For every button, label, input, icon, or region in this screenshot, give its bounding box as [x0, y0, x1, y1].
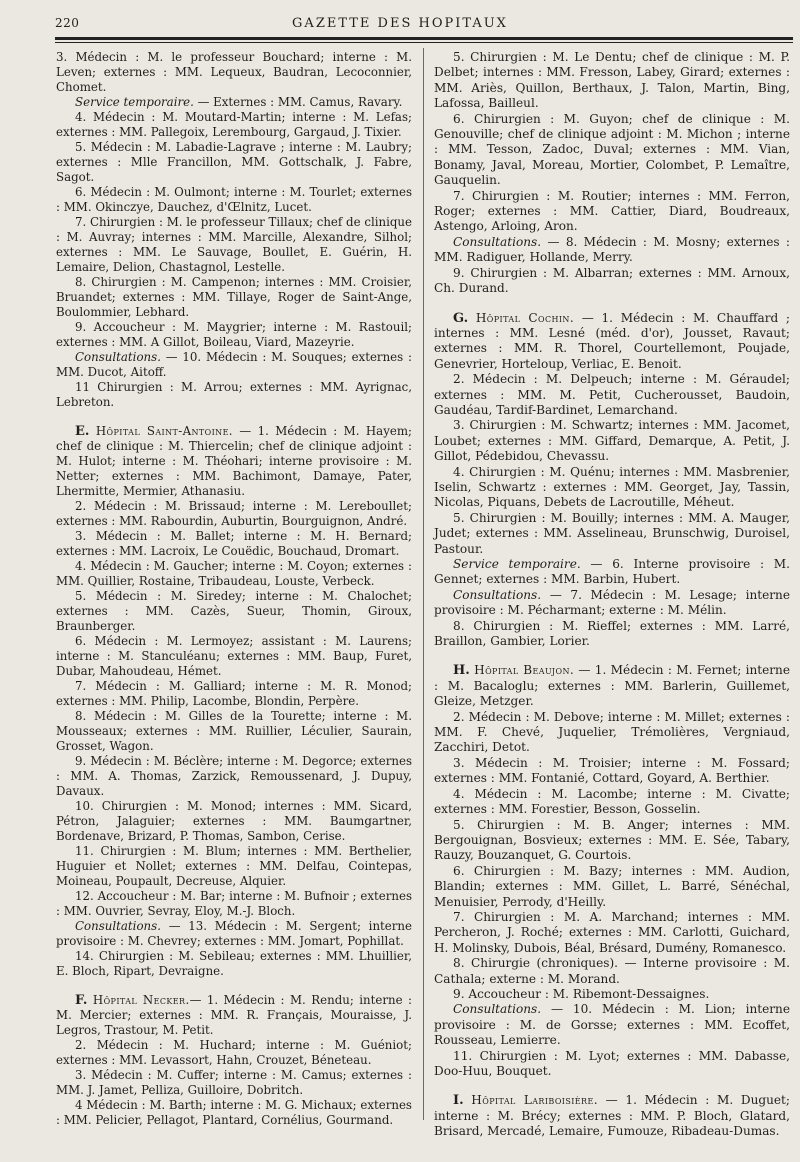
- entry-text: — 1. Médecin : M. Duguet; interne : M. Brécy; externes : MM. P. Bloch, Glatard, Brisard, Mercadé, Lemaire, Fumouze, Ribadeau-Dumas.: [434, 1093, 790, 1139]
- entry-text: — 8. Médecin : M. Mosny; externes : MM. Radiguer, Hollande, Merry.: [434, 234, 790, 265]
- hospital-name: Hôpital Beaujon.: [474, 663, 575, 678]
- section-letter: E.: [75, 424, 90, 439]
- staff-entry: [434, 511, 790, 557]
- staff-entry: [434, 557, 790, 588]
- entry-text: 8. Chirurgie (chroniques). — Interne provisoire : M. Cathala; externe : M. Morand.: [434, 956, 790, 986]
- staff-entry: [434, 619, 790, 650]
- staff-entry: [56, 95, 412, 110]
- staff-entry: [434, 910, 790, 956]
- staff-entry: [434, 112, 790, 189]
- staff-entry: [56, 215, 412, 275]
- section-letter: I.: [453, 1093, 464, 1109]
- entry-text: 4. Médecin : M. Lacombe; interne : M. Civatte; externes : MM. Forestier, Besson, Gosselin.: [434, 786, 790, 817]
- entry-label: Service temporaire.: [453, 557, 581, 571]
- entry-text: — 13. Médecin : M. Sergent; interne provisoire : M. Chevrey; externes : MM. Jomart, Pophillat.: [56, 919, 412, 948]
- staff-entry: [434, 235, 790, 266]
- entry-text: 14. Chirurgien : M. Sebileau; externes : MM. Lhuillier, E. Bloch, Ripart, Devraigne.: [56, 949, 412, 978]
- entry-text: 3. Médecin : M. Ballet; interne : M. H. Bernard; externes : MM. Lacroix, Le Couëdic, Bouchaud, Dromart.: [56, 529, 412, 558]
- staff-entry: [56, 679, 412, 709]
- staff-entry: [56, 589, 412, 634]
- column-divider: [423, 48, 424, 1120]
- section-letter: H.: [453, 663, 470, 679]
- entry-label: Consultations.: [453, 1002, 542, 1017]
- entry-text: 7. Chirurgien : M. Routier; internes : MM. Ferron, Roger; externes : MM. Cattier, Diard, Boudreaux, Astengo, Arloing, Aron.: [434, 188, 790, 234]
- staff-entry: [56, 709, 412, 754]
- entry-text: 4 Médecin : M. Barth; interne : M. G. Michaux; externes : MM. Pelicier, Pellagot, Plantard, Cornélius, Gourmand.: [56, 1098, 412, 1127]
- entry-text: 6. Chirurgien : M. Guyon; chef de clinique : M. Genouville; chef de clinique adjoint : M. Michon ; interne : MM. Tesson, Zadoc, Duval; externes : MM. Vian, Bonamy, Javal, Moreau, Mortier, Colombet, P. Lemaître, Gauquelin.: [434, 111, 790, 188]
- entry-text: 5. Chirurgien : M. Bouilly; internes : MM. A. Mauger, Judet; externes : MM. Asselineau, Brunschwig, Duroisel, Pastour.: [434, 510, 790, 556]
- entry-text: 9. Accoucheur : M. Ribemont-Dessaignes.: [453, 986, 710, 1001]
- entry-text: 5. Médecin : M. Siredey; interne : M. Chalochet; externes : MM. Cazès, Sueur, Thomin, Giroux, Braunberger.: [56, 589, 412, 633]
- staff-entry: [434, 756, 790, 787]
- entry-text: 3. Médecin : M. Cuffer; interne : M. Camus; externes : MM. J. Jamet, Pelliza, Guilloire, Dobritch.: [56, 1068, 412, 1097]
- staff-entry: [434, 266, 790, 297]
- entry-text: 2. Médecin : M. Brissaud; interne : M. Lereboullet; externes : MM. Rabourdin, Auburtin, Bourguignon, André.: [56, 499, 412, 528]
- entry-text: 9. Chirurgien : M. Albarran; externes : MM. Arnoux, Ch. Durand.: [434, 265, 790, 296]
- staff-entry: [434, 787, 790, 818]
- entry-text: 7. Médecin : M. Galliard; interne : M. R. Monod; externes : MM. Philip, Lacombe, Blondin, Perpère.: [56, 679, 412, 708]
- journal-title: GAZETTE DES HOPITAUX: [292, 16, 508, 31]
- staff-entry: [56, 320, 412, 350]
- staff-entry: [56, 844, 412, 889]
- entry-text: — 1. Médecin : M. Fernet; interne : M. Bacaloglu; externes : MM. Barlerin, Guillemet, Gleize, Metzger.: [434, 663, 790, 709]
- entry-text: 4. Chirurgien : M. Quénu; internes : MM. Masbrenier, Iselin, Schwartz : externes : MM. Georget, Jay, Tassin, Nicolas, Piquans, Debets de Lacroutille, Méheut.: [434, 464, 790, 510]
- right-column: [434, 50, 790, 1140]
- section-letter: G.: [453, 310, 469, 326]
- entry-text: 6. Médecin : M. Lermoyez; assistant : M. Laurens; interne : M. Stanculéanu; externes : MM. Baup, Furet, Dubar, Mahoudeau, Hémet.: [56, 634, 412, 678]
- staff-entry: [434, 50, 790, 112]
- entry-label: Service temporaire.: [75, 95, 194, 109]
- entry-text: 11 Chirurgien : M. Arrou; externes : MM. Ayrignac, Lebreton.: [56, 380, 412, 409]
- hospital-name: Hôpital Cochin.: [475, 310, 575, 325]
- entry-text: 7. Chirurgien : M. A. Marchand; internes : MM. Percheron, J. Roché; externes : MM. Carlotti, Guichard, H. Molinsky, Dubois, Béal, Brésard, Dumény, Romanesco.: [434, 909, 790, 955]
- staff-entry: [56, 889, 412, 919]
- staff-entry: [56, 185, 412, 215]
- staff-entry: [434, 372, 790, 418]
- entry-text: — 1. Médecin : M. Rendu; interne : M. Mercier; externes : MM. R. Français, Mouraisse, J. Legros, Trastour, M. Petit.: [56, 993, 413, 1037]
- staff-entry: [56, 275, 412, 320]
- hospital-section-heading: [434, 1093, 790, 1139]
- entry-text: 8. Médecin : M. Gilles de la Tourette; interne : M. Mousseaux; externes : MM. Ruillier, Léculier, Saurain, Grosset, Wagon.: [56, 709, 412, 753]
- staff-entry: [434, 864, 790, 910]
- entry-text: 2. Médecin : M. Huchard; interne : M. Guéniot; externes : MM. Levassort, Hahn, Crouzet, Béneteau.: [56, 1038, 412, 1067]
- staff-entry: [56, 634, 412, 679]
- entry-text: 3. Médecin : M. Troisier; interne : M. Fossard; externes : MM. Fontanié, Cottard, Goyard, A. Berthier.: [434, 755, 790, 786]
- staff-entry: [434, 818, 790, 864]
- entry-text: 6. Chirurgien : M. Bazy; internes : MM. Audion, Blandin; externes : MM. Gillet, L. Barré, Sénéchal, Menuisier, Perrody, d'Heilly.: [434, 863, 790, 909]
- hospital-name: Hôpital Necker.: [92, 993, 190, 1007]
- entry-text: — 7. Médecin : M. Lesage; interne provisoire : M. Pécharmant; externe : M. Mélin.: [434, 587, 790, 618]
- entry-text: — 10. Médecin : M. Lion; interne provisoire : M. de Gorsse; externes : MM. Ecoffet, Rousseau, Lemierre.: [434, 1002, 790, 1048]
- entry-text: — 6. Interne provisoire : M. Gennet; externes : MM. Barbin, Hubert.: [434, 557, 790, 587]
- staff-entry: [56, 350, 412, 380]
- entry-text: 6. Médecin : M. Oulmont; interne : M. Tourlet; externes : MM. Okinczye, Dauchez, d'Œlnitz, Lucet.: [56, 185, 412, 214]
- entry-label: Consultations.: [75, 919, 161, 933]
- staff-entry: [56, 380, 412, 410]
- entry-text: — Externes : MM. Camus, Ravary.: [193, 95, 403, 109]
- staff-entry: [56, 50, 412, 95]
- entry-text: — 1. Médecin : M. Chauffard ; internes : MM. Lesné (méd. d'or), Jousset, Ravaut; externes : MM. R. Thorel, Courtellemont, Poujade, Genevrier, Horteloup, Verliac, E. Benoit.: [434, 310, 790, 371]
- entry-label: Consultations.: [75, 350, 161, 364]
- hospital-name: Hôpital Lariboisière.: [471, 1093, 598, 1108]
- entry-text: 12. Accoucheur : M. Bar; interne : M. Bufnoir ; externes : MM. Ouvrier, Sevray, Eloy, M.-J. Bloch.: [56, 889, 412, 918]
- staff-entry: [434, 1049, 790, 1080]
- entry-label: Consultations.: [453, 587, 542, 602]
- staff-entry: [56, 559, 412, 589]
- section-letter: F.: [75, 993, 88, 1008]
- entry-text: 8. Chirurgien : M. Campenon; internes : MM. Croisier, Bruandet; externes : MM. Tillaye, Roger de Saint-Ange, Boulommier, Lebhard.: [56, 275, 412, 319]
- staff-entry: [434, 189, 790, 235]
- entry-text: — 10. Médecin : M. Souques; externes : MM. Ducot, Aitoff.: [56, 350, 412, 379]
- entry-text: 9. Médecin : M. Béclère; interne : M. Degorce; externes : MM. A. Thomas, Zarzick, Remoussenard, J. Dupuy, Davaux.: [56, 754, 412, 798]
- staff-entry: [56, 1038, 412, 1068]
- entry-text: 10. Chirurgien : M. Monod; internes : MM. Sicard, Pétron, Jalaguier; externes : MM. Baumgartner, Bordenave, Brizard, P. Thomas, Sambon, Cerise.: [56, 799, 412, 843]
- staff-entry: [56, 529, 412, 559]
- entry-text: 5. Médecin : M. Labadie-Lagrave ; interne : M. Laubry; externes : Mlle Francillon, MM. Gottschalk, J. Fabre, Sagot.: [56, 140, 412, 184]
- staff-entry: [434, 1002, 790, 1048]
- staff-entry: [434, 987, 790, 1002]
- page-number: 220: [55, 16, 80, 30]
- entry-text: 3. Chirurgien : M. Schwartz; internes : MM. Jacomet, Loubet; externes : MM. Giffard, Demarque, A. Petit, J. Gillot, Pédebidou, Chevassu.: [434, 418, 790, 464]
- staff-entry: [434, 418, 790, 464]
- staff-entry: [56, 1068, 412, 1098]
- entry-text: 5. Chirurgien : M. B. Anger; internes : MM. Bergouignan, Bosvieux; externes : MM. E. Sée, Tabary, Rauzy, Bouzanquet, G. Courtois.: [434, 817, 790, 863]
- entry-text: 4. Médecin : M. Gaucher; interne : M. Coyon; externes : MM. Quillier, Rostaine, Tribaudeau, Louste, Verbeck.: [56, 559, 412, 588]
- entry-text: 11. Chirurgien : M. Blum; internes : MM. Berthelier, Huguier et Nollet; externes : MM. Delfau, Cointepas, Moineau, Poupault, Decreuse, Alquier.: [56, 844, 412, 888]
- entry-text: — 1. Médecin : M. Hayem; chef de clinique : M. Thiercelin; chef de clinique adjoint : M. Hulot; interne : M. Théohari; interne provisoire : M. Netter; externes : MM. Bachimont, Damaye, Pater, Lhermitte, Mermier, Athanasiu.: [56, 424, 413, 498]
- staff-entry: [56, 919, 412, 949]
- entry-text: 11. Chirurgien : M. Lyot; externes : MM. Dabasse, Doo-Huu, Bouquet.: [434, 1048, 790, 1078]
- entry-text: 9. Accoucheur : M. Maygrier; interne : M. Rastouil; externes : MM. A Gillot, Boileau, Viard, Mazeyrie.: [56, 320, 412, 349]
- staff-entry: [56, 754, 412, 799]
- staff-entry: [56, 499, 412, 529]
- hospital-name: Hôpital Saint-Antoine.: [95, 424, 233, 438]
- entry-text: 4. Médecin : M. Moutard-Martin; interne : M. Lefas; externes : MM. Pallegoix, Lerembourg, Gargaud, J. Tixier.: [56, 110, 412, 139]
- header-rule-thick: [55, 37, 793, 40]
- staff-entry: [434, 588, 790, 619]
- entry-text: 7. Chirurgien : M. le professeur Tillaux; chef de clinique : M. Auvray; internes : MM. Marcille, Alexandre, Silhol; externes : MM. Le Sauvage, Boullet, E. Guérin, H. Lemaire, Delion, Chastagnol, Lestelle.: [56, 215, 412, 274]
- header-rule-thin: [55, 42, 793, 43]
- entry-text: 5. Chirurgien : M. Le Dentu; chef de clinique : M. P. Delbet; internes : MM. Fresson, Labey, Girard; externes : MM. Ariès, Quillon, Berthaux, J. Talon, Martin, Bing, Lafossa, Bailleul.: [434, 50, 790, 111]
- staff-entry: [56, 1098, 412, 1128]
- entry-text: 8. Chirurgien : M. Rieffel; externes : MM. Larré, Braillon, Gambier, Lorier.: [434, 618, 790, 649]
- hospital-section-heading: [434, 311, 790, 373]
- staff-entry: [434, 710, 790, 756]
- entry-label: Consultations.: [453, 234, 542, 249]
- staff-entry: [56, 110, 412, 140]
- staff-entry: [56, 949, 412, 979]
- left-column: [56, 50, 412, 1128]
- hospital-section-heading: [56, 993, 412, 1038]
- entry-text: 2. Médecin : M. Debove; interne : M. Millet; externes : MM. F. Chevé, Juquelier, Trémolières, Vergniaud, Zacchiri, Detot.: [434, 709, 790, 755]
- entry-text: 3. Médecin : M. le professeur Bouchard; interne : M. Leven; externes : MM. Lequeux, Baudran, Lecoconnier, Chomet.: [56, 50, 412, 94]
- staff-entry: [434, 956, 790, 987]
- staff-entry: [56, 799, 412, 844]
- staff-entry: [434, 465, 790, 511]
- hospital-section-heading: [56, 424, 412, 499]
- entry-text: 2. Médecin : M. Delpeuch; interne : M. Géraudel; externes : MM. M. Petit, Cucherousset, Baudoin, Gaudéau, Tardif-Bardinet, Lemarchand.: [434, 372, 790, 417]
- staff-entry: [56, 140, 412, 185]
- hospital-section-heading: [434, 663, 790, 709]
